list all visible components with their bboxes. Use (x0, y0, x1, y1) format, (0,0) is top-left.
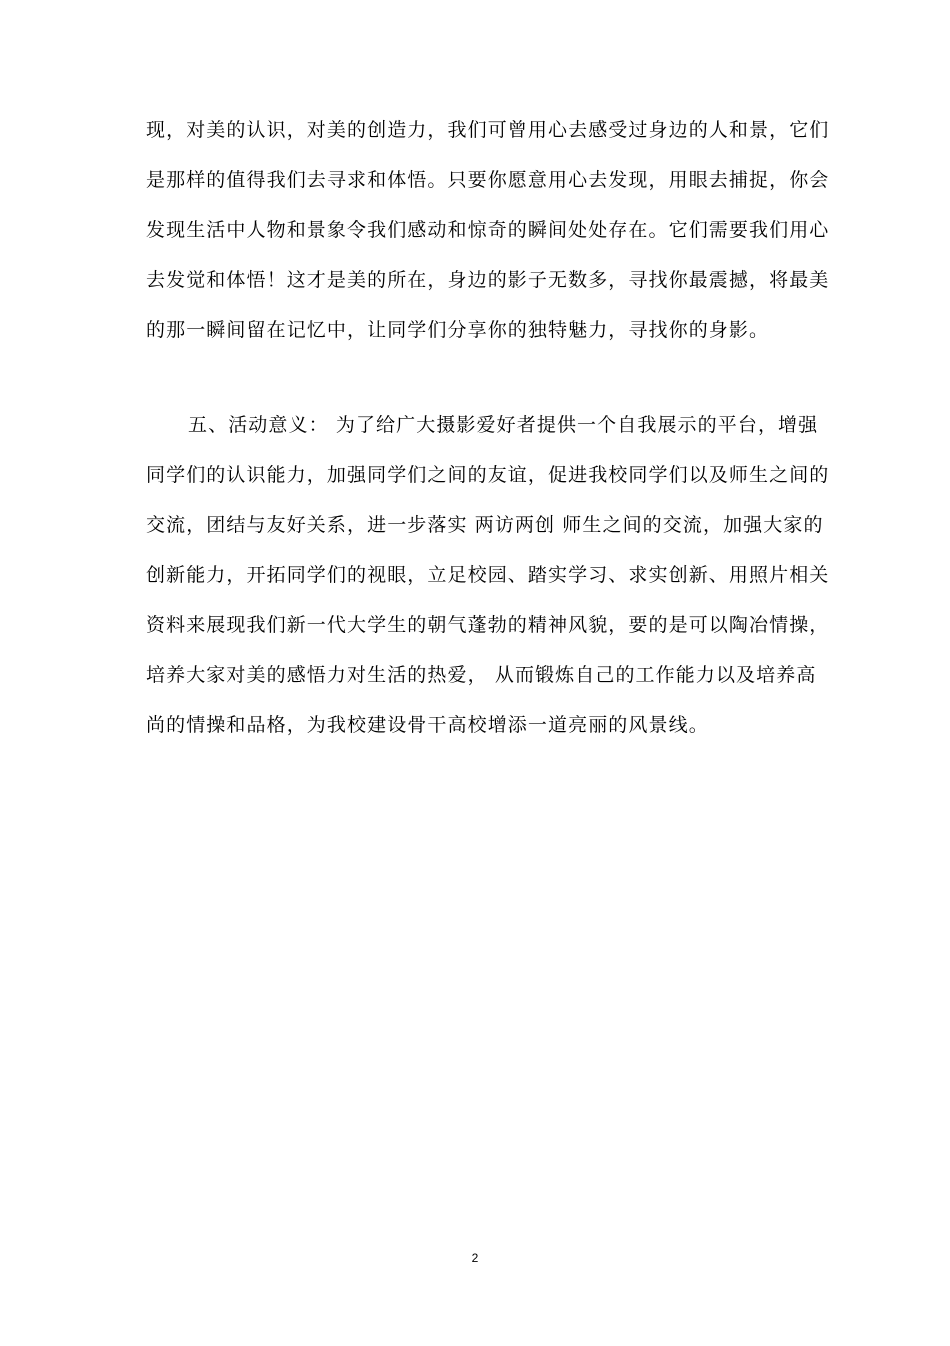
page-number: 2 (471, 1251, 479, 1265)
paragraph-2-line-3: 交流，团结与友好关系，进一步落实 两访两创 师生之间的交流，加强大家的 (146, 514, 824, 536)
paragraph-2-line-5: 资料来展现我们新一代大学生的朝气蓬勃的精神风貌，要的是可以陶冶情操， (146, 614, 830, 636)
paragraph-2-line-1: 五、活动意义： 为了给广大摄影爱好者提供一个自我展示的平台，增强 (188, 414, 819, 436)
paragraph-1-line-2: 是那样的值得我们去寻求和体悟。只要你愿意用心去发现，用眼去捕捉，你会 (146, 169, 830, 191)
paragraph-1-line-4: 去发觉和体悟！这才是美的所在，身边的影子无数多，寻找你最震撼，将最美 (146, 269, 830, 291)
paragraph-1-line-3: 发现生活中人物和景象令我们感动和惊奇的瞬间处处存在。它们需要我们用心 (146, 219, 830, 241)
paragraph-2-line-6: 培养大家对美的感悟力对生活的热爱， 从而锻炼自己的工作能力以及培养高 (146, 664, 817, 686)
paragraph-1-line-1: 现，对美的认识，对美的创造力，我们可曾用心去感受过身边的人和景，它们 (146, 119, 830, 141)
paragraph-2-line-7: 尚的情操和品格，为我校建设骨干高校增添一道亮丽的风景线。 (146, 714, 709, 736)
paragraph-2-line-4: 创新能力，开拓同学们的视眼，立足校园、踏实学习、求实创新、用照片相关 (146, 564, 830, 586)
paragraph-1-line-5: 的那一瞬间留在记忆中，让同学们分享你的独特魅力，寻找你的身影。 (146, 319, 770, 341)
paragraph-2-line-2: 同学们的认识能力，加强同学们之间的友谊，促进我校同学们以及师生之间的 (146, 464, 830, 486)
